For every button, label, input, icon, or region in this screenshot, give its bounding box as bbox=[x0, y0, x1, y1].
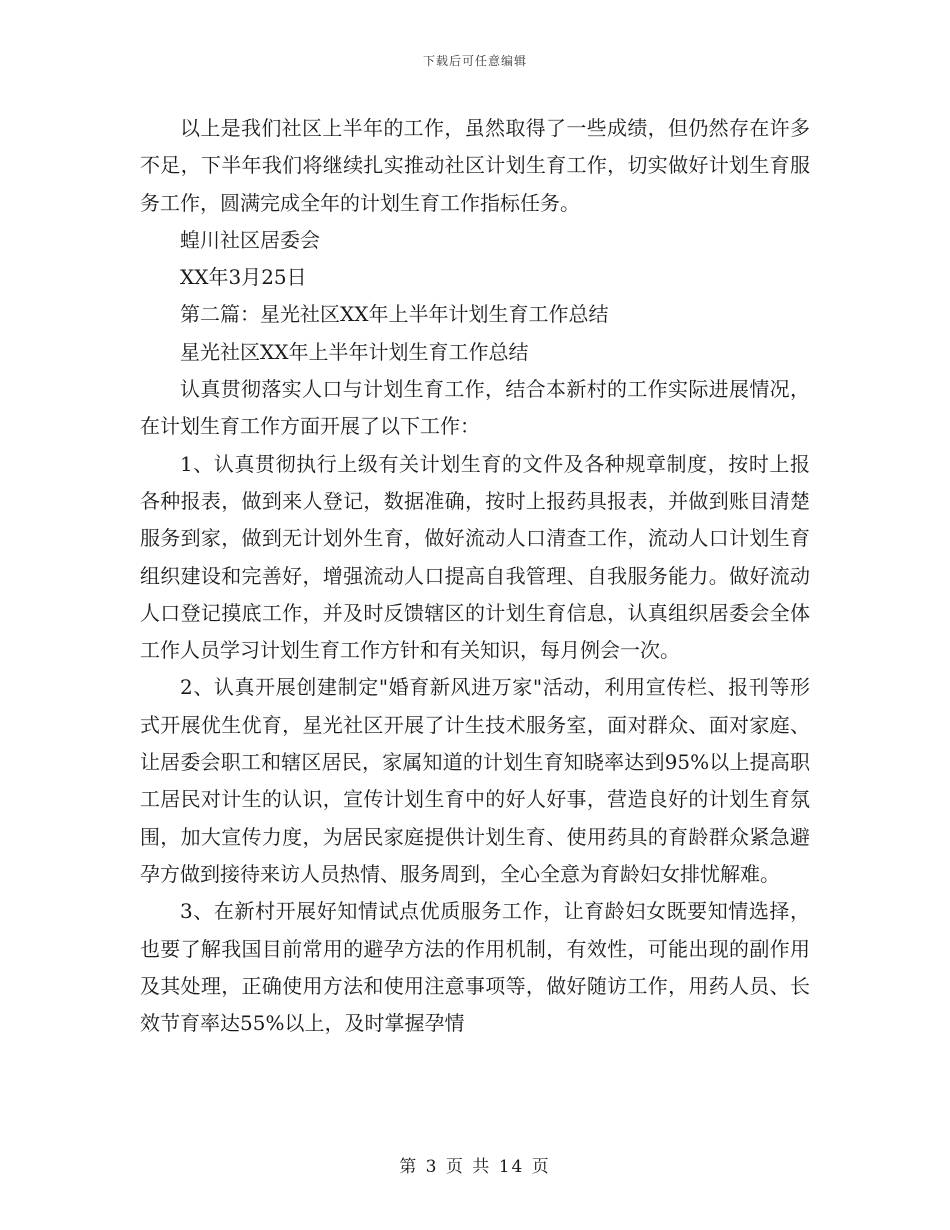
paragraph-summary: 以上是我们社区上半年的工作，虽然取得了一些成绩，但仍然存在许多不足，下半年我们将继续扎实推动社区计划生育工作，切实做好计划生育服务工作，圆满完成全年的计划生育工作指标任务。 bbox=[140, 116, 810, 215]
paragraph-signature-date: XX年3月25日 bbox=[180, 265, 307, 290]
paragraph-item-2: 2、认真开展创建制定"婚育新风进万家"活动，利用宣传栏、报刊等形式开展优生优育，星光社区开展了计生技术服务室，面对群众、面对家庭、让居委会职工和辖区居民，家属知道的计划生育知晓率达到95%以上提高职工居民对计生的认识，宣传计划生育中的好人好事，营造良好的计划生育氛围，加大宣传力度，为居民家庭提供计划生育、使用药具的育龄群众紧急避孕方做到接待来访人员热情、服务周到，全心全意为育龄妇女排忧解难。 bbox=[140, 675, 810, 886]
page-header: 下载后可任意编辑 bbox=[422, 54, 527, 68]
paragraph-item-3: 3、在新村开展好知情试点优质服务工作，让育龄妇女既要知情选择，也要了解我国目前常用的避孕方法的作用机制，有效性，可能出现的副作用及其处理，正确使用方法和使用注意事项等，做好随访工作，用药人员、长效节育率达55%以上，及时掌握孕情 bbox=[140, 899, 810, 1036]
document-body bbox=[140, 110, 810, 1042]
paragraph-item-1: 1、认真贯彻执行上级有关计划生育的文件及各种规章制度，按时上报各种报表，做到来人登记，数据准确，按时上报药具报表，并做到账目清楚服务到家，做到无计划外生育，做好流动人口清查工作，流动人口计划生育组织建设和完善好，增强流动人口提高自我管理、自我服务能力。做好流动人口登记摸底工作，并及时反馈辖区的计划生育信息，认真组织居委会全体工作人员学习计划生育工作方针和有关知识，每月例会一次。 bbox=[140, 451, 810, 663]
page-footer: 第 3 页 共 14 页 bbox=[399, 1157, 551, 1177]
paragraph-chapter-heading: 第二篇：星光社区XX年上半年计划生育工作总结 bbox=[180, 302, 609, 327]
paragraph-signature-org: 蝗川社区居委会 bbox=[180, 227, 320, 252]
paragraph-intro: 认真贯彻落实人口与计划生育工作，结合本新村的工作实际进展情况，在计划生育工作方面开展了以下工作： bbox=[140, 377, 810, 439]
paragraph-section-title: 星光社区XX年上半年计划生育工作总结 bbox=[180, 339, 529, 364]
